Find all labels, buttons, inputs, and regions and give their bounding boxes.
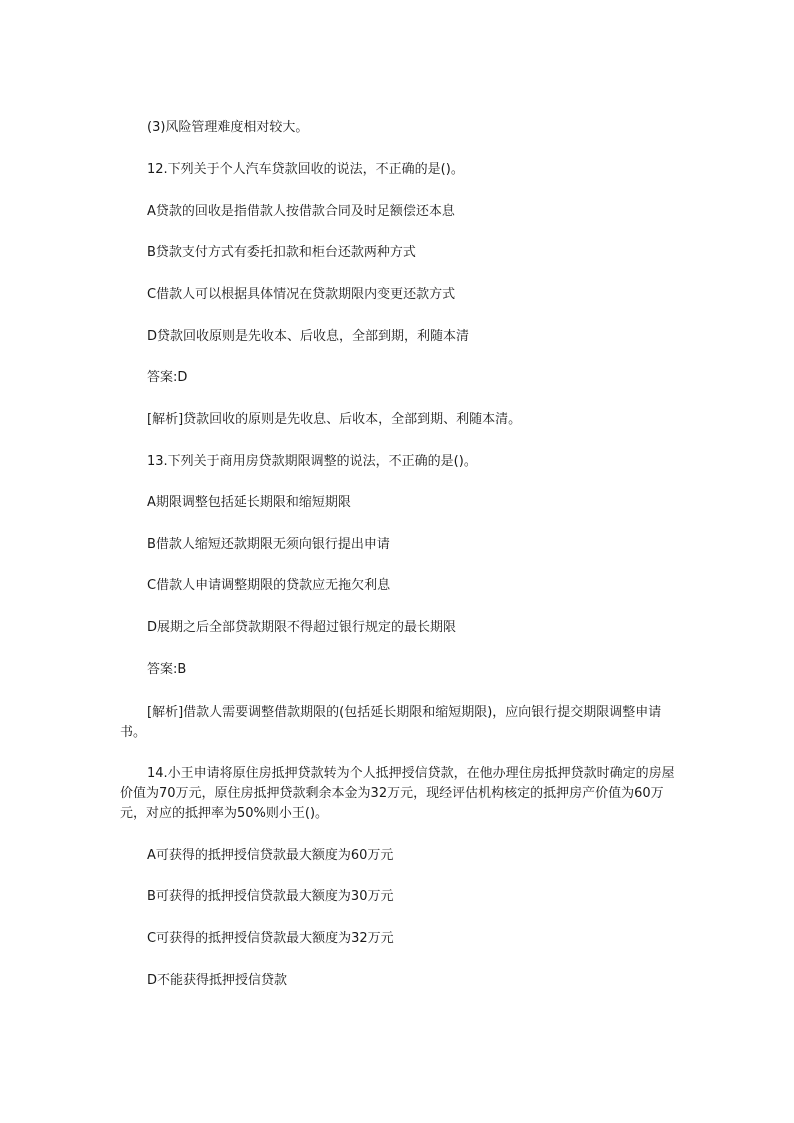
question-14-option-b: B可获得的抵押授信贷款最大额度为30万元	[147, 889, 394, 904]
question-13-option-d: D展期之后全部贷款期限不得超过银行规定的最长期限	[147, 620, 457, 635]
question-12-option-d: D贷款回收原则是先收本、后收息，全部到期，利随本清	[147, 329, 470, 344]
question-14-option-a: A可获得的抵押授信贷款最大额度为60万元	[147, 848, 394, 863]
question-14-stem: 14.小王申请将原住房抵押贷款转为个人抵押授信贷款，在他办理住房抵押贷款时确定的房屋价值为70万元，原住房抵押贷款剩余本金为32万元，现经评估机构核定的抵押房产价值为60万元，对应的抵押率为50%则小王()。	[120, 766, 675, 821]
question-12-option-a: A贷款的回收是指借款人按借款合同及时足额偿还本息	[147, 204, 455, 219]
question-14-option-d: D不能获得抵押授信贷款	[147, 973, 288, 988]
question-12-option-c: C借款人可以根据具体情况在贷款期限内变更还款方式	[147, 287, 456, 302]
question-14-option-c: C可获得的抵押授信贷款最大额度为32万元	[147, 931, 394, 946]
question-12-analysis: [解析]贷款回收的原则是先收息、后收本，全部到期、利随本清。	[147, 412, 522, 427]
question-12-option-b: B贷款支付方式有委托扣款和柜台还款两种方式	[147, 245, 416, 260]
question-13-option-b: B借款人缩短还款期限无须向银行提出申请	[147, 537, 390, 552]
question-13-answer: 答案:B	[147, 662, 187, 677]
question-13-option-a: A期限调整包括延长期限和缩短期限	[147, 495, 351, 510]
question-13-option-c: C借款人申请调整期限的贷款应无拖欠利息	[147, 578, 391, 593]
question-13-analysis: [解析]借款人需要调整借款期限的(包括延长期限和缩短期限)，应向银行提交期限调整申请书。	[120, 705, 662, 740]
risk-note: (3)风险管理难度相对较大。	[147, 120, 309, 135]
question-13-stem: 13.下列关于商用房贷款期限调整的说法，不正确的是()。	[147, 454, 477, 469]
question-12-stem: 12.下列关于个人汽车贷款回收的说法，不正确的是()。	[147, 162, 464, 177]
question-12-answer: 答案:D	[147, 370, 188, 385]
